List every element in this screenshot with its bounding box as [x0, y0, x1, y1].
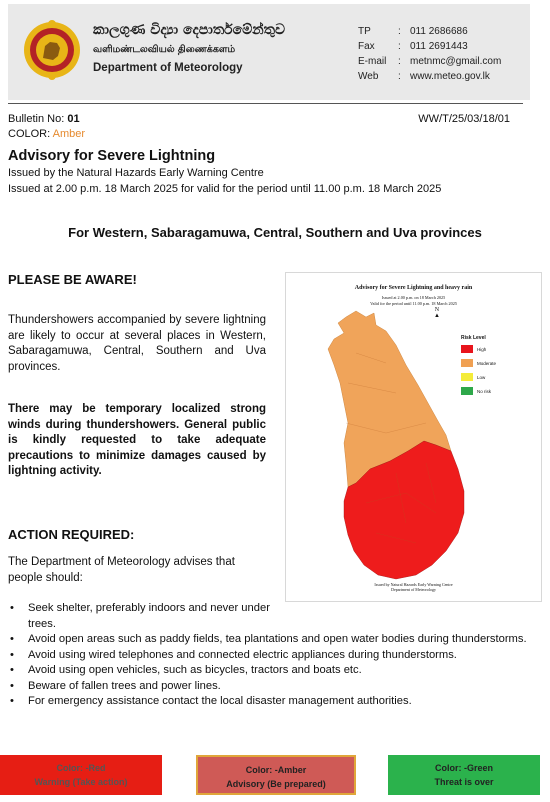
department-name-tamil: வளிமண்டலவியல் திணைக்களம்: [93, 44, 236, 55]
bulletin-color: COLOR: Amber: [8, 128, 86, 140]
contact-row-email: E-mail : metnmc@gmail.com: [358, 56, 502, 67]
map-footer-department: Department of Meteorology: [391, 587, 436, 592]
fax-number: 011 2691443: [410, 41, 468, 52]
legend-item-high: High: [461, 345, 496, 353]
legend-title: Risk Level: [461, 335, 486, 341]
green-color-label: Color: -Green: [434, 763, 493, 773]
legend-item-low: Low: [461, 373, 496, 381]
website-link[interactable]: www.meteo.gov.lk: [410, 71, 490, 82]
legend-swatch: [461, 373, 473, 381]
provinces-heading: For Western, Sabaragamuwa, Central, Southern and Uva provinces: [68, 225, 482, 240]
bulletin-reference: WW/T/25/03/18/01: [418, 113, 510, 125]
contact-row-web: Web : www.meteo.gov.lk: [358, 71, 490, 82]
issued-by: Issued by the Natural Hazards Early Warning Centre: [8, 167, 264, 179]
north-arrow-icon: N ▲: [434, 307, 440, 319]
red-color-label: Color: -Red: [56, 763, 106, 773]
aware-heading: PLEASE BE AWARE!: [8, 272, 137, 287]
list-item: • Beware of fallen trees and power lines.: [8, 679, 538, 695]
contact-row-tp: TP : 011 2686686: [358, 26, 468, 37]
amber-advisory-box: [196, 755, 356, 795]
red-meaning-label: Warning (Take action): [34, 777, 128, 787]
amber-color-label: Color: -Amber: [245, 765, 307, 775]
letterhead: [8, 4, 530, 100]
header-divider: [8, 103, 523, 104]
legend-swatch: [461, 387, 473, 395]
map-title: Advisory for Severe Lightning and heavy rain: [354, 285, 473, 291]
action-heading: ACTION REQUIRED:: [8, 527, 135, 542]
map-issued: Issued at 2.00 p.m. on 18 March 2025: [381, 295, 446, 300]
green-meaning-label: Threat is over: [434, 777, 494, 787]
bulletin-number: Bulletin No: 01: [8, 113, 80, 125]
advice-list: [8, 601, 538, 710]
sri-lanka-map: [286, 273, 541, 601]
precaution-paragraph: There may be temporary localized strong winds during thundershowers. General public is kindly requested to take adequate precautions to minimize damages caused by lightning activity.: [8, 403, 266, 477]
contact-row-fax: Fax : 011 2691443: [358, 41, 468, 52]
color-value: Amber: [52, 128, 86, 140]
issued-at: Issued at 2.00 p.m. 18 March 2025 for valid for the period until 11.00 p.m. 18 March 2025: [8, 183, 442, 195]
advises-text: The Department of Meteorology advises that people should:: [8, 556, 235, 584]
department-name-sinhala: කාලගුණ විද්‍යා දෙපාර්තමේන්තුව: [93, 22, 286, 38]
list-item: • Avoid open areas such as paddy fields, tea plantations and open water bodies during thunderstorms.: [8, 632, 538, 648]
list-item: • Avoid using open vehicles, such as bicycles, tractors and boats etc.: [8, 663, 538, 679]
green-threat-over-box: [388, 755, 540, 795]
phone-number: 011 2686686: [410, 26, 468, 37]
map-footer-centre: Issued by Natural Hazards Early Warning Centre: [374, 582, 453, 587]
risk-map: [285, 272, 542, 602]
email-link[interactable]: metnmc@gmail.com: [410, 56, 502, 67]
forecast-paragraph: Thundershowers accompanied by severe lightning are likely to occur at several places in Western, Sabaragamuwa, Central, Southern and Uva provinces.: [8, 314, 266, 373]
list-item: • Seek shelter, preferably indoors and never under trees.: [8, 601, 538, 632]
map-legend: [461, 335, 496, 401]
department-name-english: Department of Meteorology: [93, 62, 243, 74]
red-warning-box: [0, 755, 162, 795]
north-label: N: [434, 307, 440, 313]
map-valid: Valid for the period until 11.00 p.m. 18 March 2025: [370, 301, 457, 306]
list-item: • Avoid using wired telephones and connected electric appliances during thunderstorms.: [8, 648, 538, 664]
legend-item-moderate: Moderate: [461, 359, 496, 367]
advisory-title: Advisory for Severe Lightning: [8, 148, 216, 164]
amber-meaning-label: Advisory (Be prepared): [226, 779, 326, 789]
list-item: • For emergency assistance contact the local disaster management authorities.: [8, 694, 538, 710]
legend-swatch: [461, 345, 473, 353]
legend-item-no-risk: No risk: [461, 387, 496, 395]
contact-details: [358, 24, 501, 84]
national-emblem-logo: [23, 18, 81, 82]
legend-swatch: [461, 359, 473, 367]
